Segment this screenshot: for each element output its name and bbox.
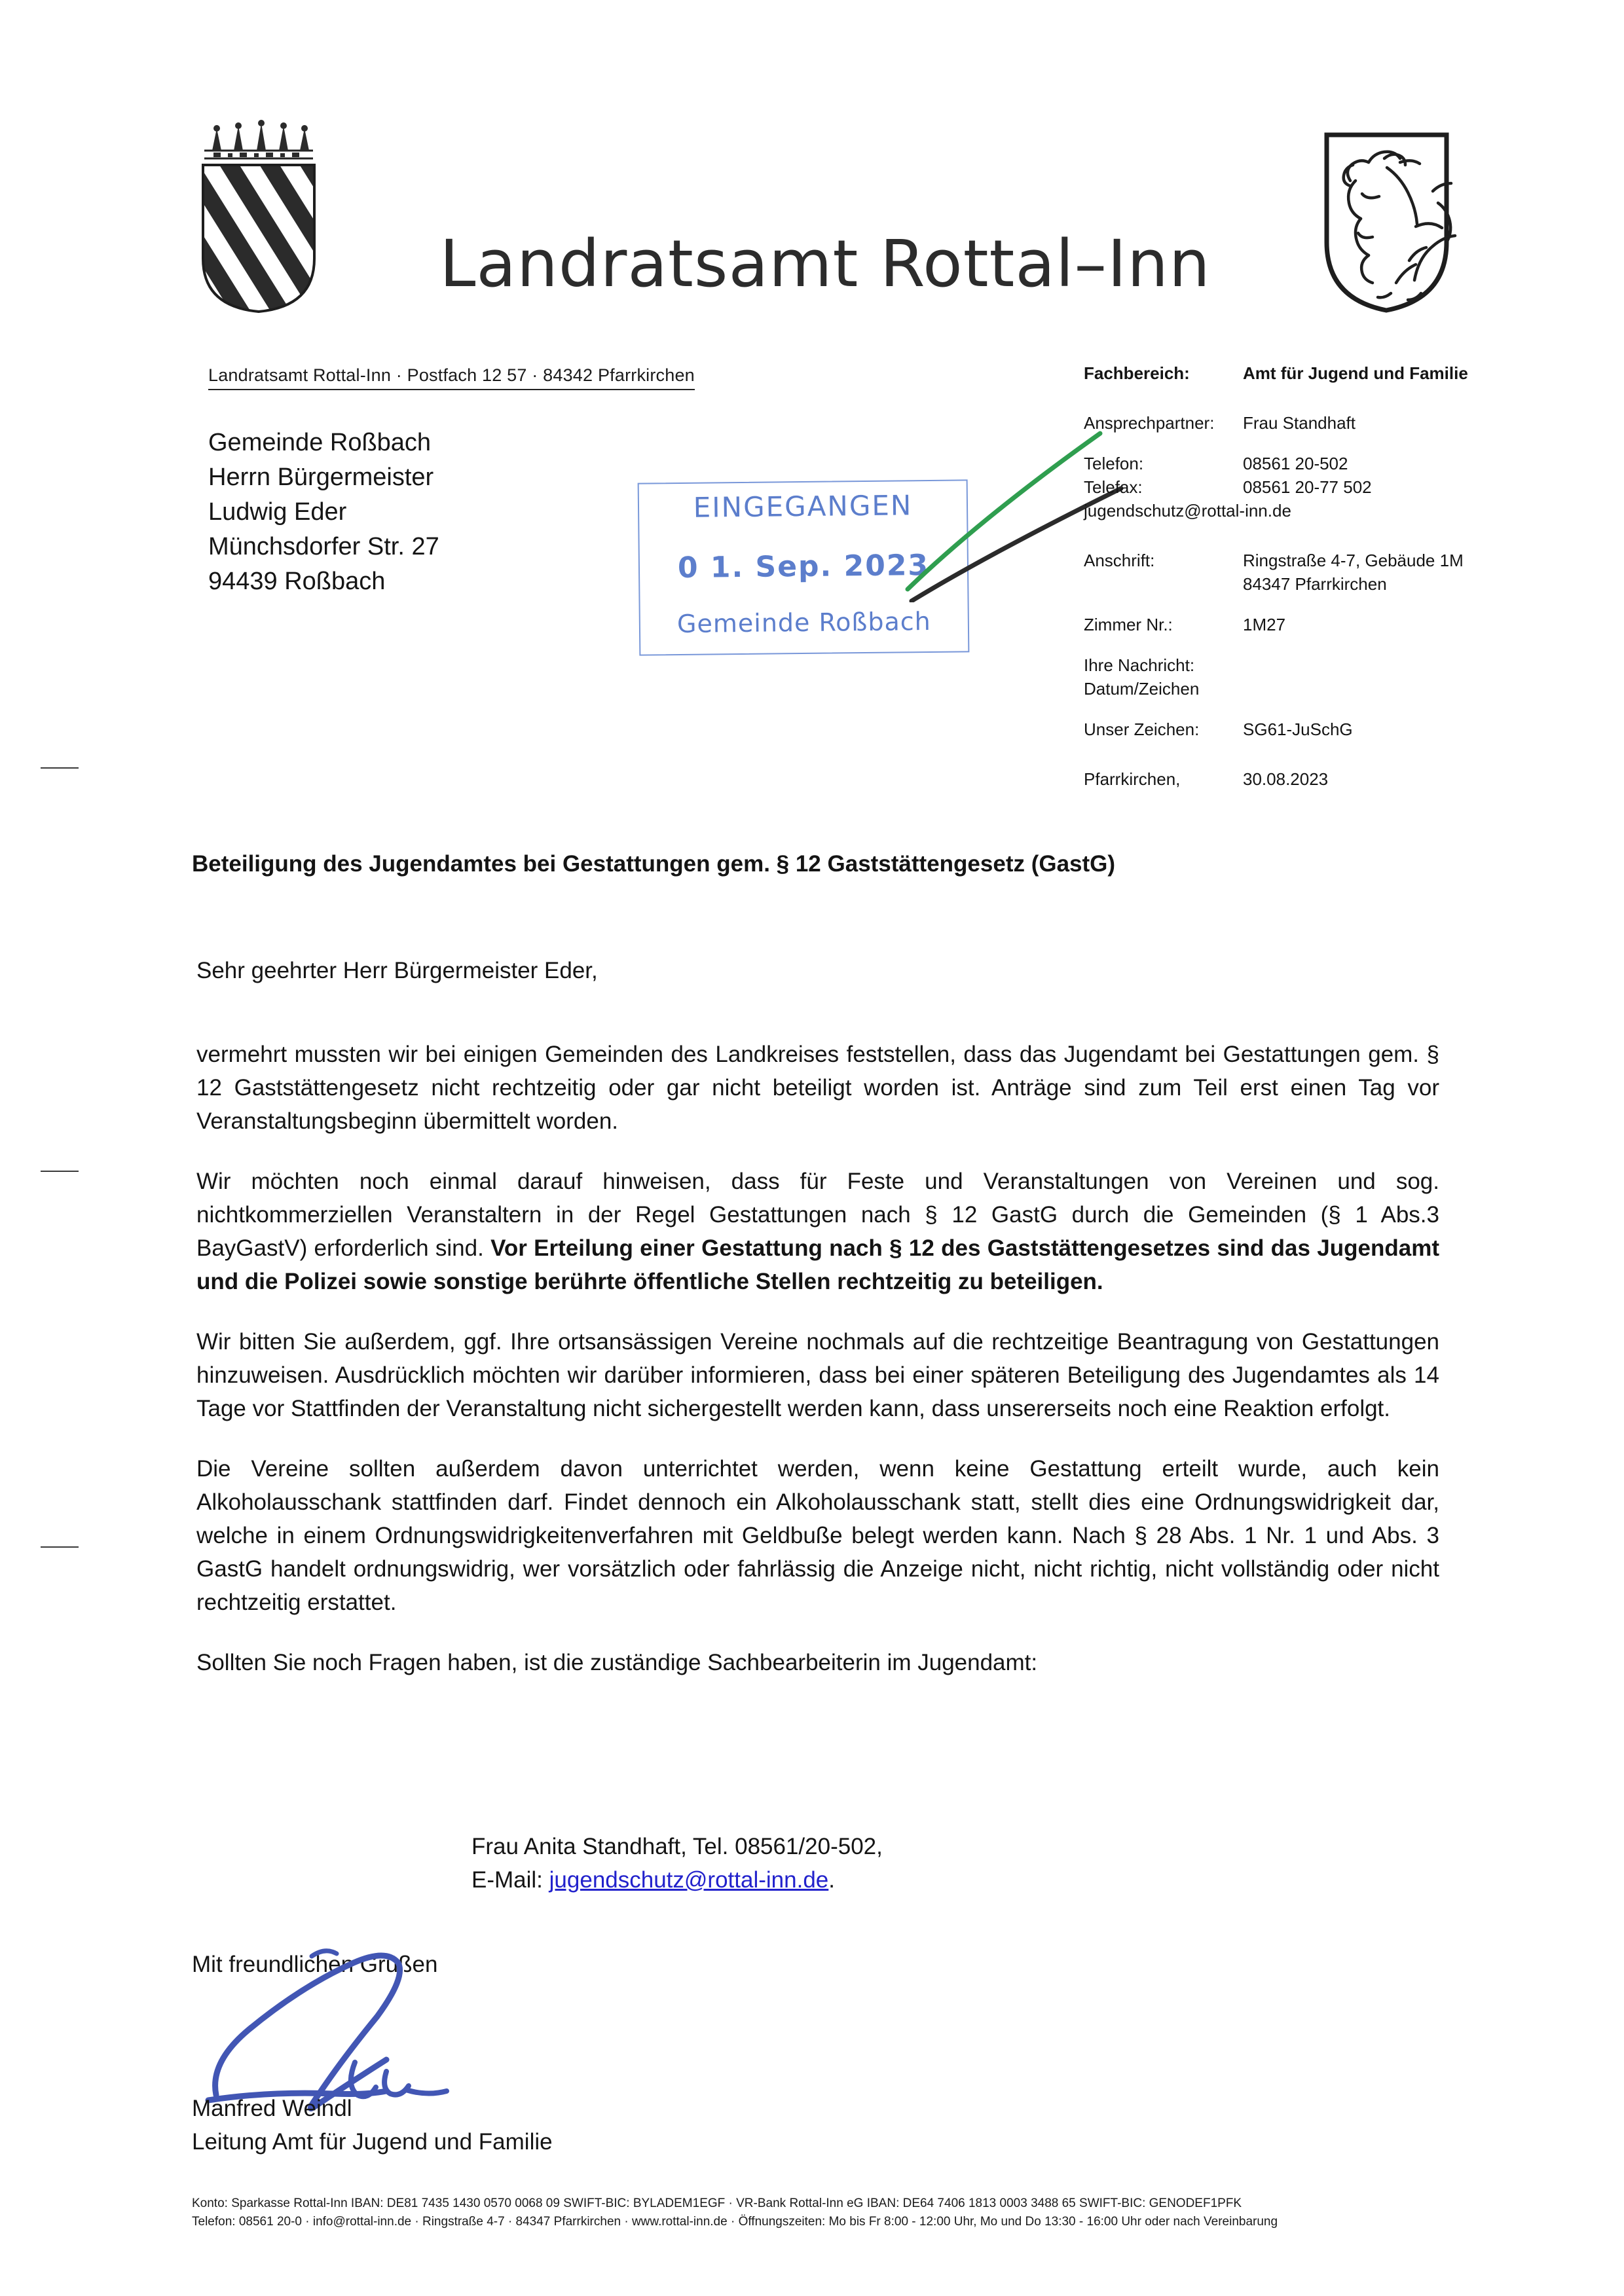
contact-email-value[interactable]: jugendschutz@rottal-inn.de bbox=[1084, 501, 1291, 520]
paragraph-2-normal: Wir möchten noch einmal darauf hinweisen, dass für Feste und Veranstaltungen von Vereinen und sog. nichtkommerziellen Veranstaltern in der Regel Gestattungen nach § 12 GastG durch die Gemeinden (§ 1 Abs.3 BayGastV) erforderlich sind. bbox=[196, 1169, 1439, 1261]
paragraph-4: Die Vereine sollten außerdem davon unterrichtet werden, wenn keine Gestattung erteilt wurde, auch kein Alkoholausschank stattfinden darf. Findet dennoch ein Alkoholausschank statt, stellt dies eine Ordnungswidrigkeit dar, welche in einem Ordnungswidrigkeitenverfahren mit Geldbuße belegt werden kann. Nach § 28 Abs. 1 Nr. 1 und Abs. 3 GastG handelt ordnungswidrig, wer vorsätzlich oder fahrlässig die Anzeige nicht, nicht richtig, nicht vollständig oder nicht rechtzeitig erstattet. bbox=[196, 1456, 1439, 1615]
email-trailing-period: . bbox=[828, 1867, 835, 1893]
fold-mark-top bbox=[41, 767, 79, 769]
ihre-nachricht-label: Ihre Nachricht: bbox=[1084, 655, 1195, 675]
contact-info-block bbox=[1084, 361, 1477, 791]
zimmer-value: 1M27 bbox=[1243, 615, 1286, 634]
contact-row-anschrift bbox=[1084, 549, 1477, 572]
page-footer bbox=[192, 2195, 1449, 2231]
telefax-value: 08561 20-77 502 bbox=[1243, 477, 1372, 497]
recipient-line-2: Herrn Bürgermeister bbox=[208, 464, 434, 491]
stamp-date: 0 1. Sep. 2023 bbox=[677, 548, 930, 585]
signer-name: Manfred Weindl bbox=[192, 2096, 352, 2121]
anschrift-label: Anschrift: bbox=[1084, 551, 1155, 570]
contact-row-datum-zeichen bbox=[1084, 677, 1477, 701]
contact-row-telefax bbox=[1084, 475, 1477, 499]
contact-row-ihre-nachricht bbox=[1084, 653, 1477, 677]
fachbereich-value: Amt für Jugend und Familie bbox=[1243, 363, 1468, 383]
recipient-line-4: Münchsdorfer Str. 27 bbox=[208, 533, 439, 560]
contact-row-ansprechpartner bbox=[1084, 411, 1477, 435]
paragraph-5: Sollten Sie noch Fragen haben, ist die zuständige Sachbearbeiterin im Jugendamt: bbox=[196, 1650, 1038, 1675]
recipient-address-block bbox=[208, 426, 439, 599]
caseworker-contact-inset bbox=[471, 1830, 883, 1897]
datum-zeichen-label: Datum/Zeichen bbox=[1084, 679, 1200, 699]
email-label: E-Mail: bbox=[471, 1867, 543, 1893]
footer-contact-line: Telefon: 08561 20-0 · info@rottal-inn.de · Ringstraße 4-7 · 84347 Pfarrkirchen · www.rottal-inn.de · Öffnungszeiten: Mo bis Fr 8:00 - 12:00 Uhr, Mo und Do 13:30 - 16:00 Uhr oder nach Vereinbarung bbox=[192, 2215, 1278, 2229]
letterhead bbox=[0, 111, 1624, 327]
signer-role: Leitung Amt für Jugend und Familie bbox=[192, 2129, 553, 2155]
footer-bank-line: Konto: Sparkasse Rottal-Inn IBAN: DE81 7435 1430 0570 0068 09 SWIFT-BIC: BYLADEM1EGF · VR-Bank Rottal-Inn eG IBAN: DE64 7406 1813 0003 3488 65 SWIFT-BIC: GENODEF1PFK bbox=[192, 2196, 1242, 2210]
telefon-value: 08561 20-502 bbox=[1243, 454, 1348, 473]
paragraph-2-emphasis: Vor Erteilung einer Gestattung nach § 12 des Gaststättengesetzes sind das Jugendamt und die Polizei sowie sonstige berührte öffentliche Stellen rechtzeitig zu beteiligen. bbox=[196, 1235, 1439, 1294]
letter-subject: Beteiligung des Jugendamtes bei Gestattungen gem. § 12 Gaststättengesetz (GastG) bbox=[192, 851, 1116, 877]
recipient-line-5: 94439 Roßbach bbox=[208, 568, 386, 595]
bavaria-coat-of-arms-icon bbox=[190, 118, 327, 314]
fachbereich-label: Fachbereich: bbox=[1084, 363, 1190, 383]
letter-salutation: Sehr geehrter Herr Bürgermeister Eder, bbox=[196, 958, 598, 983]
recipient-line-3: Ludwig Eder bbox=[208, 498, 347, 526]
email-link[interactable]: jugendschutz@rottal-inn.de bbox=[549, 1867, 829, 1893]
stamp-title: EINGEGANGEN bbox=[693, 489, 913, 524]
contact-row-unser-zeichen bbox=[1084, 718, 1477, 741]
ansprechpartner-value: Frau Standhaft bbox=[1243, 413, 1356, 433]
ansprechpartner-label: Ansprechpartner: bbox=[1084, 413, 1215, 433]
caseworker-email-row bbox=[471, 1863, 883, 1897]
zimmer-label: Zimmer Nr.: bbox=[1084, 615, 1173, 634]
paragraph-1: vermehrt mussten wir bei einigen Gemeinden des Landkreises feststellen, dass das Jugendamt bei Gestattungen gem. § 12 Gaststättengesetz nicht rechtzeitig oder gar nicht beteiligt worden ist. Anträge sind zum Teil erst einen Tag vor Veranstaltungsbeginn übermittelt worden. bbox=[196, 1042, 1439, 1134]
fold-mark-bottom bbox=[41, 1546, 79, 1548]
contact-row-email[interactable] bbox=[1084, 499, 1477, 522]
letter-body bbox=[196, 1038, 1439, 1679]
paragraph-2 bbox=[196, 1165, 1439, 1298]
page-title: Landratsamt Rottal–Inn bbox=[439, 227, 1211, 302]
stamp-office: Gemeinde Roßbach bbox=[676, 606, 931, 639]
rottal-inn-coat-of-arms-icon bbox=[1316, 118, 1457, 314]
contact-row-anschrift-2 bbox=[1084, 572, 1477, 596]
paragraph-3: Wir bitten Sie außerdem, ggf. Ihre ortsansässigen Vereine nochmals auf die rechtzeitige Beantragung von Gestattungen hinzuweisen. Ausdrücklich möchten wir darüber informieren, dass bei einer späteren Beteiligung des Jugendamtes als 14 Tage vor Stattfinden der Veranstaltung nicht sichergestellt werden kann, dass unsererseits noch eine Reaktion erfolgt. bbox=[196, 1329, 1439, 1421]
unser-zeichen-label: Unser Zeichen: bbox=[1084, 720, 1200, 739]
recipient-line-1: Gemeinde Roßbach bbox=[208, 429, 432, 456]
letter-closing: Mit freundlichen Grüßen bbox=[192, 1952, 438, 1977]
telefon-label: Telefon: bbox=[1084, 454, 1144, 473]
anschrift-label-spacer bbox=[1084, 572, 1243, 596]
signer-block bbox=[192, 2092, 553, 2159]
contact-row-telefon bbox=[1084, 452, 1477, 475]
letter-date: 30.08.2023 bbox=[1243, 769, 1329, 789]
unser-zeichen-value: SG61-JuSchG bbox=[1243, 720, 1353, 739]
caseworker-name-phone: Frau Anita Standhaft, Tel. 08561/20-502, bbox=[471, 1834, 883, 1859]
contact-row-date bbox=[1084, 767, 1477, 791]
fold-mark-middle bbox=[41, 1171, 79, 1172]
place-label: Pfarrkirchen, bbox=[1084, 769, 1181, 789]
contact-row-fachbereich bbox=[1084, 361, 1477, 385]
anschrift-value-line1: Ringstraße 4-7, Gebäude 1M bbox=[1243, 551, 1464, 570]
sender-return-address: Landratsamt Rottal-Inn · Postfach 12 57 · 84342 Pfarrkirchen bbox=[208, 365, 695, 390]
telefax-label: Telefax: bbox=[1084, 477, 1143, 497]
contact-row-zimmer bbox=[1084, 613, 1477, 636]
anschrift-value-line2: 84347 Pfarrkirchen bbox=[1243, 574, 1387, 594]
